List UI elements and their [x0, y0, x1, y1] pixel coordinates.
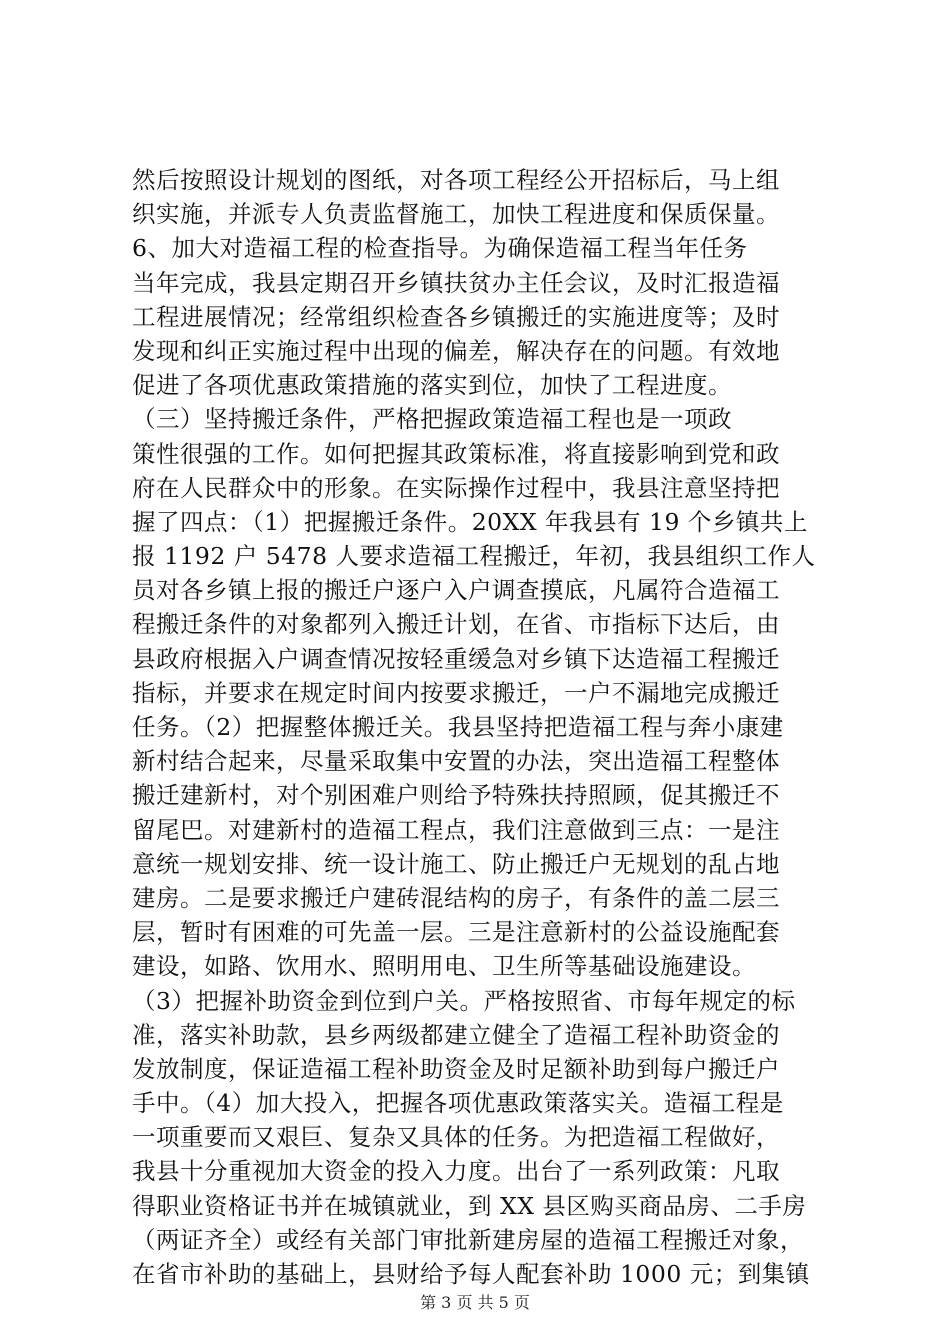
text-line: 一项重要而又艰巨、复杂又具体的任务。为把造福工程做好， [132, 1123, 780, 1152]
text-line: 员对各乡镇上报的搬迁户逐户入户调查摸底，凡属符合造福工 [132, 576, 780, 605]
text-line: 在省市补助的基础上，县财给予每人配套补助 1000 元；到集镇 [132, 1260, 810, 1288]
text-line: 然后按照设计规划的图纸，对各项工程经公开招标后，马上组 [132, 166, 780, 194]
text-line: 搬迁建新村，对个别困难户则给予特殊扶持照顾，促其搬迁不 [132, 781, 780, 810]
text-line: （两证齐全）或经有关部门审批新建房屋的造福工程搬迁对象， [132, 1225, 804, 1254]
text-line: 发放制度，保证造福工程补助资金及时足额补助到每户搬迁户 [132, 1054, 780, 1083]
text-line: 程搬迁条件的对象都列入搬迁计划，在省、市指标下达后，由 [132, 610, 780, 639]
text-line: 当年完成，我县定期召开乡镇扶贫办主任会议，及时汇报造福 [132, 268, 780, 297]
text-line: 得职业资格证书并在城镇就业，到 XX 县区购买商品房、二手房 [132, 1191, 807, 1220]
text-line: 6、加大对造福工程的检查指导。为确保造福工程当年任务 [132, 234, 748, 263]
text-line: 任务。（2）把握整体搬迁关。我县坚持把造福工程与奔小康建 [132, 713, 784, 741]
text-line: 手中。（4）加大投入，把握各项优惠政策落实关。造福工程是 [132, 1089, 784, 1118]
page-number-footer: 第 3 页 共 5 页 [420, 1293, 530, 1312]
text-line: 促进了各项优惠政策措施的落实到位，加快了工程进度。 [132, 371, 732, 400]
text-line: （3）把握补助资金到位到户关。严格按照省、市每年规定的标 [132, 986, 796, 1015]
text-line: 建设，如路、饮用水、照明用电、卫生所等基础设施建设。 [132, 952, 756, 981]
text-line: 留尾巴。对建新村的造福工程点，我们注意做到三点：一是注 [132, 815, 780, 844]
text-line: 层，暂时有困难的可先盖一层。三是注意新村的公益设施配套 [132, 918, 780, 947]
text-line: 准，落实补助款，县乡两级都建立健全了造福工程补助资金的 [132, 1020, 780, 1049]
text-line: 新村结合起来，尽量采取集中安置的办法，突出造福工程整体 [132, 747, 780, 776]
text-line: 建房。二是要求搬迁户建砖混结构的房子，有条件的盖二层三 [132, 883, 780, 912]
text-line: 策性很强的工作。如何把握其政策标准，将直接影响到党和政 [132, 439, 780, 468]
body-text [132, 163, 832, 1291]
text-line: 意统一规划安排、统一设计施工、防止搬迁户无规划的乱占地 [132, 849, 780, 878]
text-line: （三）坚持搬迁条件，严格把握政策造福工程也是一项政 [132, 405, 732, 434]
text-line: 我县十分重视加大资金的投入力度。出台了一系列政策：凡取 [132, 1157, 780, 1186]
text-line: 工程进展情况；经常组织检查各乡镇搬迁的实施进度等；及时 [132, 302, 780, 331]
text-line: 报 1192 户 5478 人要求造福工程搬迁，年初，我县组织工作人 [132, 542, 816, 571]
text-line: 府在人民群众中的形象。在实际操作过程中，我县注意坚持把 [132, 473, 780, 502]
text-line: 县政府根据入户调查情况按轻重缓急对乡镇下达造福工程搬迁 [132, 644, 780, 673]
text-line: 握了四点：（1）把握搬迁条件。20XX 年我县有 19 个乡镇共上 [132, 507, 808, 536]
text-line: 发现和纠正实施过程中出现的偏差，解决存在的问题。有效地 [132, 336, 780, 365]
text-line: 织实施，并派专人负责监督施工，加快工程进度和保质保量。 [132, 200, 780, 229]
text-line: 指标，并要求在规定时间内按要求搬迁，一户不漏地完成搬迁 [132, 678, 780, 707]
